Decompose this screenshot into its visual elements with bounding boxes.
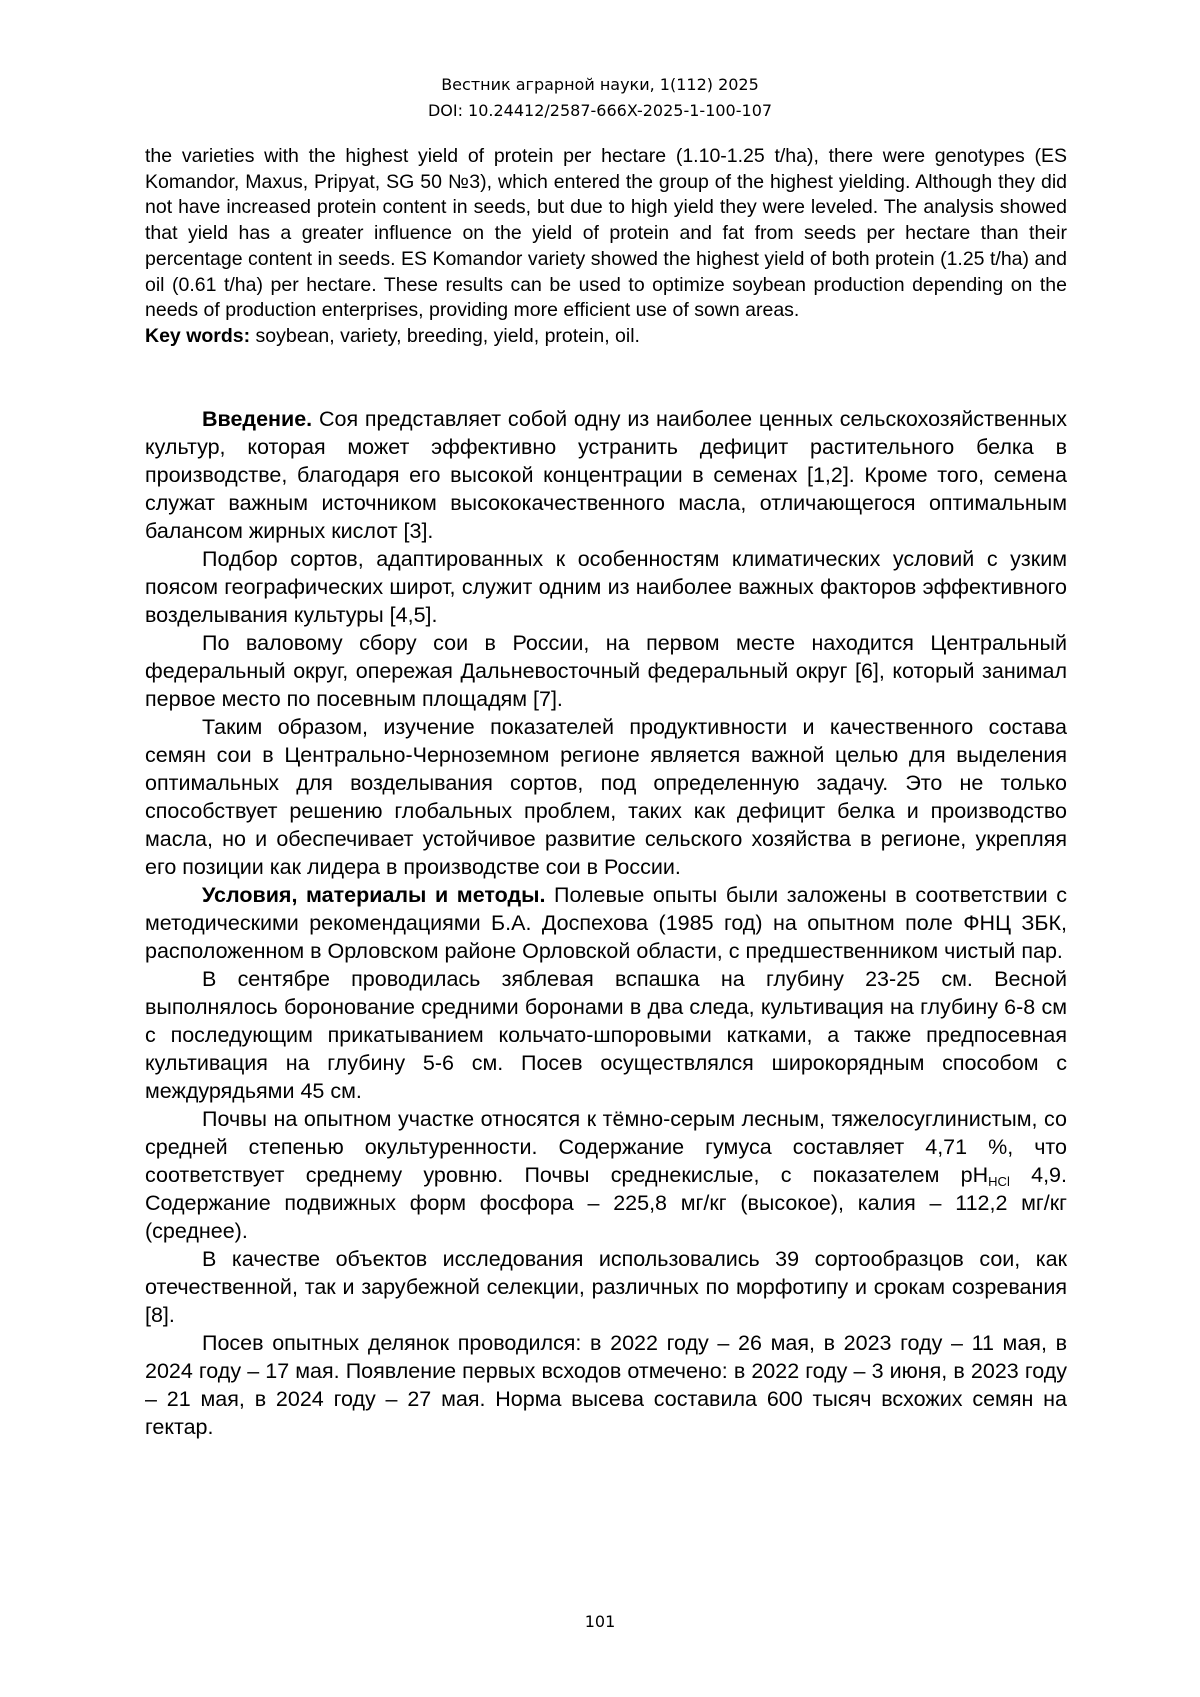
paragraph: По валовому сбору сои в России, на первом месте находится Центральный федеральный округ, опережая Дальневосточный федеральный округ [6], который занимал первое место по посевным площадям [7]. (145, 631, 1067, 711)
paragraph (145, 405, 1067, 545)
paragraph-text: Почвы на опытном участке относятся к тёмно-серым лесным, тяжелосуглинистым, со средней степенью окультуренности. Содержание гумуса составляет 4,71 %, что соответствует среднему уровню. Почвы среднекислые, с показателем pH (145, 1107, 1067, 1187)
paragraph-text: 4,9. Содержание подвижных форм фосфора – 225,8 мг/кг (высокое), калия – 112,2 мг/кг (среднее). (145, 1163, 1067, 1243)
keywords-label: Key words: (145, 324, 251, 347)
paragraph-text: Соя представляет собой одну из наиболее ценных сельскохозяйственных культур, которая может эффективно устранить дефицит растительного белка в производстве, благодаря его высокой концентрации в семенах [1,2]. Кроме того, семена служат важным источником высококачественного масла, отличающегося оптимальным балансом жирных кислот [3]. (145, 407, 1067, 543)
doi-line: DOI: 10.24412/2587-666X-2025-1-100-107 (427, 101, 773, 120)
ph-subscript: HCl (988, 1174, 1010, 1189)
paragraph: Посев опытных делянок проводился: в 2022 году – 26 мая, в 2023 году – 11 мая, в 2024 году – 17 мая. Появление первых всходов отмечено: в 2022 году – 3 июня, в 2023 году – 21 мая, в 2024 году – 27 мая. Норма высева составила 600 тысяч всхожих семян на гектар. (145, 1331, 1067, 1439)
running-header (0, 72, 1200, 124)
paragraph: Подбор сортов, адаптированных к особенностям климатических условий с узким поясом географических широт, служит одним из наиболее важных факторов эффективного возделывания культуры [4,5]. (145, 547, 1067, 627)
abstract-block (145, 144, 1067, 350)
keywords-line (145, 324, 1067, 350)
section-heading-methods: Условия, материалы и методы. (202, 883, 546, 907)
paragraph (145, 881, 1067, 965)
paragraph: В сентябре проводилась зяблевая вспашка на глубину 23-25 см. Весной выполнялось боронование средними боронами в два следа, культивация на глубину 6-8 см с последующим прикатыванием кольчато-шпоровыми катками, а также предпосевная культивация на глубину 5-6 см. Посев осуществлялся широкорядным способом с междурядьями 45 см. (145, 967, 1067, 1103)
page-number: 101 (584, 1612, 616, 1631)
paragraph: В качестве объектов исследования использовались 39 сортообразцов сои, как отечественной, так и зарубежной селекции, различных по морфотипу и срокам созревания [8]. (145, 1247, 1067, 1327)
keywords-value: soybean, variety, breeding, yield, protein, oil. (255, 324, 640, 347)
paragraph-text: Полевые опыты были заложены в соответствии с методическими рекомендациями Б.А. Доспехова (1985 год) на опытном поле ФНЦ ЗБК, расположенном в Орловском районе Орловской области, с предшественником чистый пар. (145, 883, 1067, 963)
paragraph (145, 1105, 1067, 1245)
journal-title: Вестник аграрной науки, 1(112) 2025 (441, 75, 759, 94)
paragraph: Таким образом, изучение показателей продуктивности и качественного состава семян сои в Центрально-Черноземном регионе является важной целью для выделения оптимальных для возделывания сортов, под определенную задачу. Это не только способствует решению глобальных проблем, таких как дефицит белка и производство масла, но и обеспечивает устойчивое развитие сельского хозяйства в регионе, укрепляя его позиции как лидера в производстве сои в России. (145, 715, 1067, 879)
section-heading-introduction: Введение. (202, 407, 313, 431)
article-body (145, 405, 1067, 1441)
abstract-text: the varieties with the highest yield of protein per hectare (1.10-1.25 t/ha), there were genotypes (ES Komandor, Maxus, Pripyat, SG 50 №3), which entered the group of the highest yielding. Although they did not have increased protein content in seeds, but due to high yield they were leveled. The analysis showed that yield has a greater influence on the yield of protein and fat from seeds per hectare than their percentage content in seeds. ES Komandor variety showed the highest yield of both protein (1.25 t/ha) and oil (0.61 t/ha) per hectare. These results can be used to optimize soybean production depending on the needs of production enterprises, providing more efficient use of sown areas. (145, 145, 1067, 322)
